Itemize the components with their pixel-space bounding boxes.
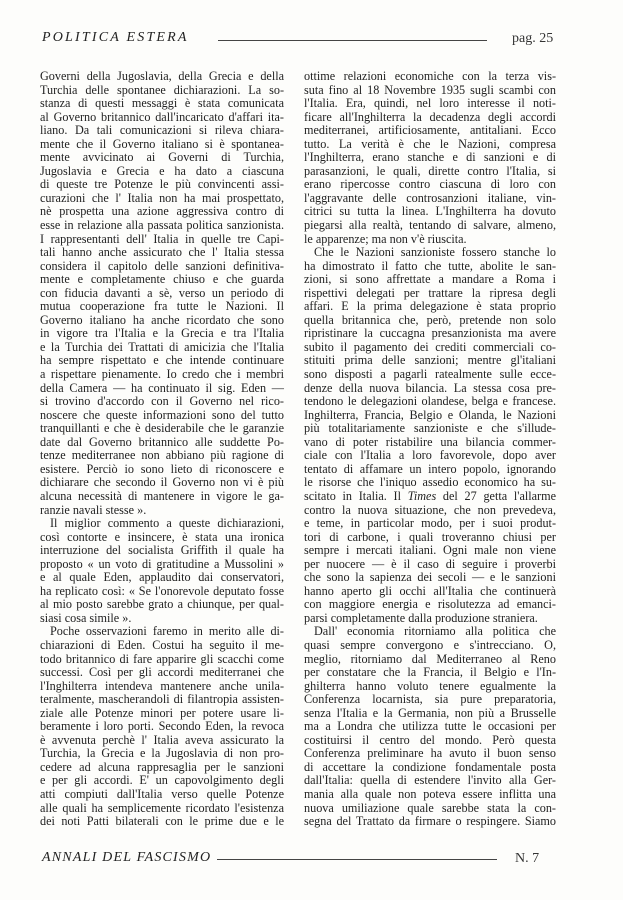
text-line: e al quale Eden, applaudito dai conservatori, xyxy=(40,570,284,585)
text-line: Inghilterra, Francia, Belgio e Olanda, le Nazioni xyxy=(304,407,556,422)
text-line: ottime relazioni economiche con la terza vis- xyxy=(304,69,556,83)
text-line: è avvenuta perchè l' Italia aveva assicurato la xyxy=(40,732,284,747)
text-line: l'Inghilterra, erano stanche e di sanzioni e di xyxy=(304,150,556,165)
text-line: nè prospetta una azione aggressiva contro di xyxy=(40,204,284,219)
text-line: si trovino d'accordo con il Governo nel rico- xyxy=(40,394,284,409)
page-number: pag. 25 xyxy=(512,31,554,46)
text-line: tentato di affamare un intero popolo, ignorando xyxy=(304,461,556,476)
text-line: contro la nuova situazione, che non prevedeva, xyxy=(304,502,556,517)
text-line: tenze mediterranee non abbiano più ragione di xyxy=(40,448,284,463)
text-line: interruzione del socialista Griffith il quale ha xyxy=(40,543,284,558)
text-column-right xyxy=(304,70,556,829)
text-line: costituirsi il centro del mondo. Però questa xyxy=(304,732,556,747)
text-line: vano di poter ristabilire una bilancia commer- xyxy=(304,434,556,449)
text-line: Governi della Jugoslavia, della Grecia e della xyxy=(40,69,284,83)
text-line: stituiti prima delle sanzioni; mentre gl'italiani xyxy=(304,353,556,368)
text-line: con maggiore energia e risolutezza ad emanci- xyxy=(304,597,556,612)
text-line: segna del Trattato da firmare o respingere. Siamo xyxy=(304,814,556,829)
text-line: per constatare che la Francia, il Belgio e l'In- xyxy=(304,665,556,680)
text-line: considera il capitolo delle sanzioni definitiva- xyxy=(40,258,284,273)
text-line: mente e completamente chiuso e che guarda xyxy=(40,272,284,287)
text-line: ziale alle Potenze minori per potere usare li- xyxy=(40,705,284,720)
text-line: ha dimostrato il fatto che tutte, abolite le san- xyxy=(304,258,556,273)
text-line: chiarazioni di Eden. Costui ha seguito il me- xyxy=(40,637,284,652)
text-line: Che le Nazioni sanzioniste fossero stanche lo xyxy=(314,245,556,260)
text-line: piegarsi alla realtà, tentando di salvare, almeno, xyxy=(304,218,556,233)
text-line: meglio, ritorniamo dal Mediterraneo al Reno xyxy=(304,651,556,666)
footer-rule xyxy=(217,859,497,860)
text-line: siasi cosa simile ». xyxy=(40,610,132,625)
text-line: rispettivi delegati per trattare la ripresa degli xyxy=(304,285,556,300)
journal-title: ANNALI DEL FASCISMO xyxy=(42,850,212,865)
text-line: tutto. La verità è che le Nazioni, compresa xyxy=(304,136,556,151)
text-line: date dal Governo britannico alle suddette Po- xyxy=(40,434,284,449)
text-line: Turchia delle spontanee dichiarazioni. La so- xyxy=(40,82,284,97)
text-line: I rappresentanti dell' Italia in quelle tre Capi- xyxy=(40,231,284,246)
text-line: di accettare la condizione fondamentale posta xyxy=(304,759,556,774)
text-line: Dall' economia ritorniamo alla politica che xyxy=(314,624,556,639)
text-line: al Governo britannico dall'incaricato d'affari ita- xyxy=(40,109,284,124)
text-line: quella britannica che, però, pretende non solo xyxy=(304,312,556,327)
text-line: Turchia, la Grecia e la Jugoslavia di non pro- xyxy=(40,746,284,761)
text-line: e per gli accordi. E' un capovolgimento degli xyxy=(40,773,284,788)
text-line: di queste tre Potenze le più convincenti assi- xyxy=(40,177,284,192)
text-line: Il miglior commento a queste dichiarazioni, xyxy=(50,516,284,531)
text-line: dall'Italia: quella di estendere l'invito alla Ger- xyxy=(304,773,556,788)
text-line: parasanzioni, le quali, dirette contro l'Italia, si xyxy=(304,163,556,178)
text-line: dei noti Patti bilaterali con le prime due e le xyxy=(40,814,284,829)
text-line: le risorse che l'iniquo assedio economico ha su- xyxy=(304,475,556,490)
text-line: ha replicato così: « Se l'onorevole deputato fosse xyxy=(40,583,284,598)
text-line: in vigore tra l'Italia e la Grecia e tra l'Italia xyxy=(40,326,284,341)
text-line: Conferenza preliminare ha avuto il buon senso xyxy=(304,746,556,761)
text-line: nuova umiliazione quale sarebbe stata la con- xyxy=(304,800,556,815)
text-line: alle quali ha semplicemente ricordato l'esistenza xyxy=(40,800,284,815)
text-line: tori di carbone, i quali troveranno chiusi per xyxy=(304,529,556,544)
text-line: sono disposti a pagarli ratealmente sulle ecce- xyxy=(304,367,556,382)
text-line: esse in relazione alla passata politica sanzionista. xyxy=(40,218,284,233)
text-line: tendono le delegazioni olandese, belga e francese. xyxy=(304,394,556,409)
text-line: beramente i loro porti. Secondo Eden, la revoca xyxy=(40,719,284,734)
text-line: mente avvicinato ai Governi di Turchia, xyxy=(40,150,284,165)
text-line: senza l'Italia e la Germania, non più a Brusselle xyxy=(304,705,556,720)
text-line: l'Inghilterra intendeva mantenere anche unila- xyxy=(40,678,284,693)
text-line: erano ripercosse contro ciascuna di loro con xyxy=(304,177,556,192)
text-line: al mio posto sarebbe grato a chiunque, per qual- xyxy=(40,597,284,612)
issue-number: N. 7 xyxy=(515,851,540,866)
text-line: tranquillanti e che è desiderabile che le garanzie xyxy=(40,421,284,436)
text-line: mente che il Governo italiano si è spontanea- xyxy=(40,136,284,151)
text-line: proposto « un voto di gratitudine a Mussolini » xyxy=(40,556,284,571)
text-line: dichiarare che secondo il Governo non vi è più xyxy=(40,475,284,490)
text-line: l'Italia. Era, quindi, nel loro interesse il noti- xyxy=(304,96,556,111)
text-line: stanza di questi messaggi è stata comunicata xyxy=(40,96,284,111)
text-line: ranzie navali stesse ». xyxy=(40,502,147,517)
text-line: teralmente, mascherandoli di filantropia assisten- xyxy=(40,692,284,707)
text-line: curazioni che l' Italia non ha mai prospettato, xyxy=(40,190,284,205)
text-line: esistere. Perciò io sono lieto di riconoscere e xyxy=(40,461,284,476)
text-line: zioni, si sono affrettate a mandare a Roma i xyxy=(304,272,556,287)
text-line: mediterranei, artificiosamente, antitaliani. Ecco xyxy=(304,123,556,138)
text-line: Poche osservazioni faremo in merito alle di- xyxy=(50,624,284,639)
text-line: più totalitariamente sanzioniste e che s'illude- xyxy=(304,421,556,436)
text-line: affari. E la prima delegazione è stata proprio xyxy=(304,299,556,314)
text-line: noscere che queste informazioni sono del tutto xyxy=(40,407,284,422)
text-line: così contorte e insincere, è stata una ironica xyxy=(40,529,284,544)
text-line: citrici su tutta la linea. L'Inghilterra ha dovuto xyxy=(304,204,556,219)
text-line: ha sempre rispettato e che intende continuare xyxy=(40,353,284,368)
text-line: e teme, in particolar modo, per i suoi produt- xyxy=(304,516,556,531)
text-line: che sono la sapienza dei secoli — e le sanzioni xyxy=(304,570,556,585)
text-line: tali hanno anche assicurato che l' Italia stessa xyxy=(40,245,284,260)
text-line: liano. Da tali comunicazioni si rileva chiara- xyxy=(40,123,284,138)
text-line: con fiducia davanti a sè, verso un periodo di xyxy=(40,285,284,300)
header-rule xyxy=(218,40,487,41)
text-line: mutua cooperazione fra tutte le Nazioni. Il xyxy=(40,299,284,314)
text-line: della Camera — ha continuato il sig. Eden — xyxy=(40,380,284,395)
italic-title: Times xyxy=(407,488,437,503)
text-line: successi. Così per gli accordi mediterranei che xyxy=(40,665,284,680)
text-line: ciale con l'Italia a loro favorevole, dopo aver xyxy=(304,448,556,463)
text-line: denze della nuova bilancia. La stessa cosa pre- xyxy=(304,380,556,395)
text-line: l'aggravante delle controsanzioni italiane, vin- xyxy=(304,190,556,205)
text-line: todo britannico di fare apparire gli scacchi come xyxy=(40,651,284,666)
text-column-left xyxy=(40,70,284,829)
text-line: hanno aperto gli occhi all'Italia che continuerà xyxy=(304,583,556,598)
text-line: quasi sempre convergono e s'intrecciano. O, xyxy=(304,637,556,652)
text-line: ma a Londra che utilizza tutte le occasioni per xyxy=(304,719,556,734)
text-line: Conferenza locarnista, sia pure preparatoria, xyxy=(304,692,556,707)
text-line: ripristinare la cuccagna presanzionista ma avere xyxy=(304,326,556,341)
text-line: a rispettare pienamente. Io credo che i membri xyxy=(40,367,284,382)
text-line: per nuocere — è il caso di seguire i proverbi xyxy=(304,556,556,571)
text-line: alcuna necessità di mantenere in vigore le ga- xyxy=(40,488,284,503)
text-line: Governo italiano ha anche ricordato che sono xyxy=(40,312,284,327)
text-line: atti compiuti dall'Italia verso quelle Potenze xyxy=(40,786,284,801)
text-line: suta fino al 18 Novembre 1935 sugli scambi con xyxy=(304,82,556,97)
text-line: e la Turchia dei Trattati di amicizia che l'Italia xyxy=(40,339,284,354)
text-line: ghilterra hanno voluto tenere egualmente la xyxy=(304,678,556,693)
text-line: scitato in Italia. Il Times del 27 getta l'allarme xyxy=(304,488,556,503)
section-title: POLITICA ESTERA xyxy=(42,30,189,45)
text-line: subito il pagamento dei crediti commerciali co- xyxy=(304,339,556,354)
text-line: Jugoslavia e Grecia e ha dato a ciascuna xyxy=(40,163,284,178)
text-line: le apparenze; ma non v'è riuscita. xyxy=(304,231,467,246)
text-line: sempre i mercati italiani. Ogni male non viene xyxy=(304,543,556,558)
text-line: cedere ad alcuna rappresaglia per le sanzioni xyxy=(40,759,284,774)
text-line: mania alla quale non poteva essere inflitta una xyxy=(304,786,556,801)
text-line: ficare all'Inghilterra la decadenza degli accordi xyxy=(304,109,556,124)
text-line: parsi completamente dalla produzione straniera. xyxy=(304,610,538,625)
